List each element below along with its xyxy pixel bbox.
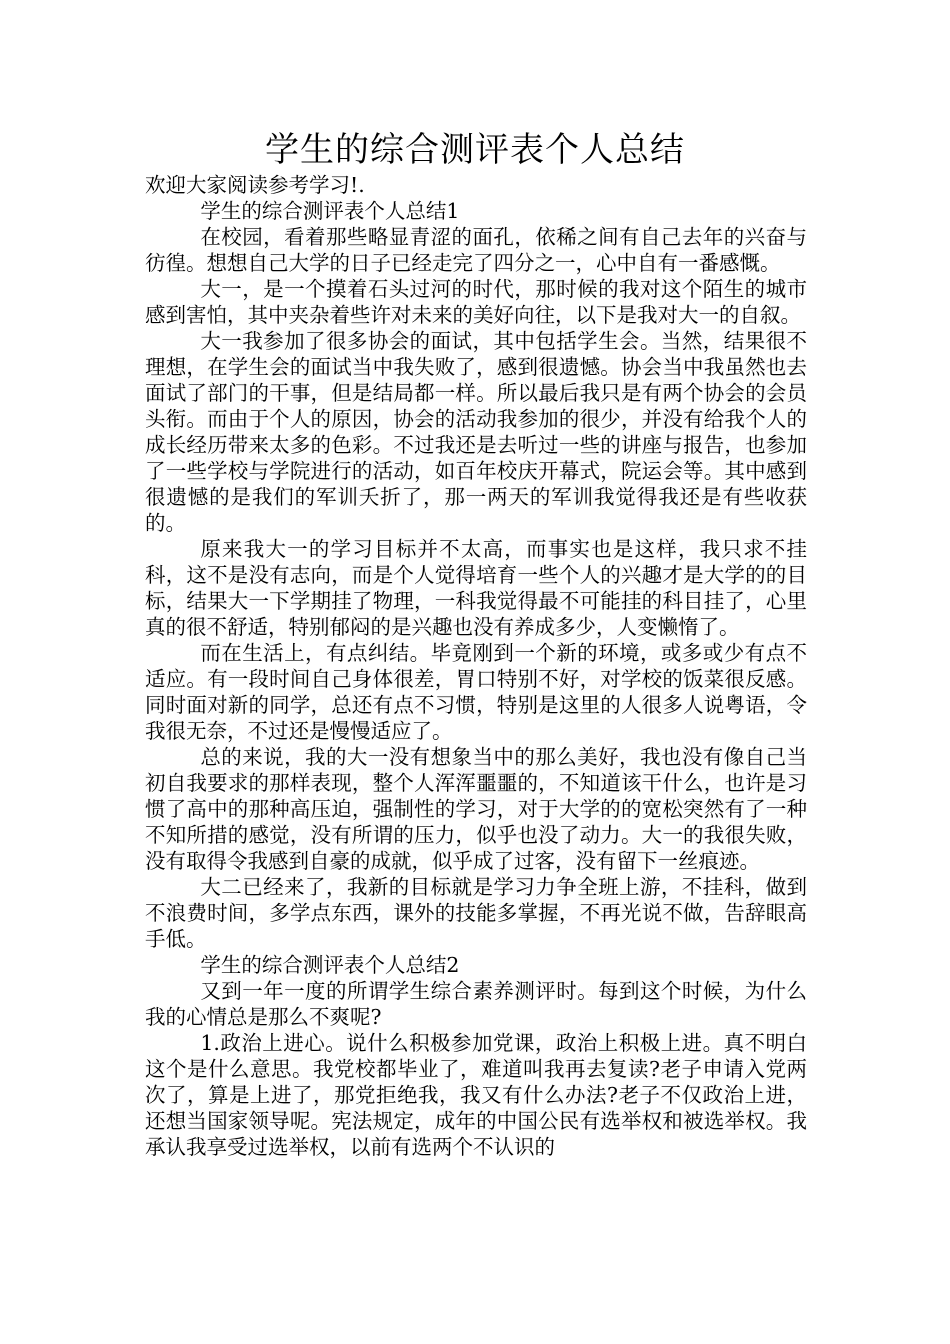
paragraph: 总的来说，我的大一没有想象当中的那么美好，我也没有像自己当初自我要求的那样表现，整个人浑浑噩噩的，不知道该干什么，也许是习惯了高中的那种高压迫，强制性的学习，对于大学的的宽松突然有了一种不知所措的感觉，没有所谓的压力，似乎也没了动力。大一的我很失败，没有取得令我感到自豪的成就，似乎成了过客，没有留下一丝痕迹。 xyxy=(145,745,807,873)
intro-line: 欢迎大家阅读参考学习!. xyxy=(145,173,365,197)
document-body xyxy=(145,172,807,1160)
document-title: 学生的综合测评表个人总结 xyxy=(265,130,685,170)
paragraph: 而在生活上，有点纠结。毕竟刚到一个新的环境，或多或少有点不适应。有一段时间自己身体很差，胃口特别不好，对学校的饭菜很反感。同时面对新的同学，总还有点不习惯，特别是这里的人很多人说粤语，令我很无奈，不过还是慢慢适应了。 xyxy=(145,641,807,743)
section-heading-2: 学生的综合测评表个人总结2 xyxy=(200,953,460,977)
paragraph: 大一，是一个摸着石头过河的时代，那时候的我对这个陌生的城市感到害怕，其中夹杂着些许对未来的美好向往，以下是我对大一的自叙。 xyxy=(145,277,807,327)
section-heading-1: 学生的综合测评表个人总结1 xyxy=(200,199,460,223)
paragraph: 大一我参加了很多协会的面试，其中包括学生会。当然，结果很不理想，在学生会的面试当中我失败了，感到很遗憾。协会当中我虽然也去面试了部门的干事，但是结局都一样。所以最后我只是有两个协会的会员头衔。而由于个人的原因，协会的活动我参加的很少，并没有给我个人的成长经历带来太多的色彩。不过我还是去听过一些的讲座与报告，也参加了一些学校与学院进行的活动，如百年校庆开幕式，院运会等。其中感到很遗憾的是我们的军训夭折了，那一两天的军训我觉得我还是有些收获的。 xyxy=(145,329,807,535)
paragraph: 原来我大一的学习目标并不太高，而事实也是这样，我只求不挂科，这不是没有志向，而是个人觉得培育一些个人的兴趣才是大学的的目标，结果大一下学期挂了物理，一科我觉得最不可能挂的科目挂了，心里真的很不舒适，特别郁闷的是兴趣也没有养成多少，人变懒惰了。 xyxy=(145,537,807,639)
paragraph: 1.政治上进心。说什么积极参加党课，政治上积极上进。真不明白这个是什么意思。我党校都毕业了，难道叫我再去复读?老子申请入党两次了，算是上进了，那党拒绝我，我又有什么办法?老子不仅政治上进，还想当国家领导呢。宪法规定，成年的中国公民有选举权和被选举权。我承认我享受过选举权，以前有选两个不认识的 xyxy=(145,1031,807,1159)
paragraph: 在校园，看着那些略显青涩的面孔，依稀之间有自己去年的兴奋与彷徨。想想自己大学的日子已经走完了四分之一，心中自有一番感慨。 xyxy=(145,225,807,275)
paragraph: 又到一年一度的所谓学生综合素养测评时。每到这个时候，为什么我的心情总是那么不爽呢? xyxy=(145,979,807,1029)
paragraph: 大二已经来了，我新的目标就是学习力争全班上游，不挂科，做到不浪费时间，多学点东西，课外的技能多掌握，不再光说不做，告辞眼高手低。 xyxy=(145,875,807,951)
